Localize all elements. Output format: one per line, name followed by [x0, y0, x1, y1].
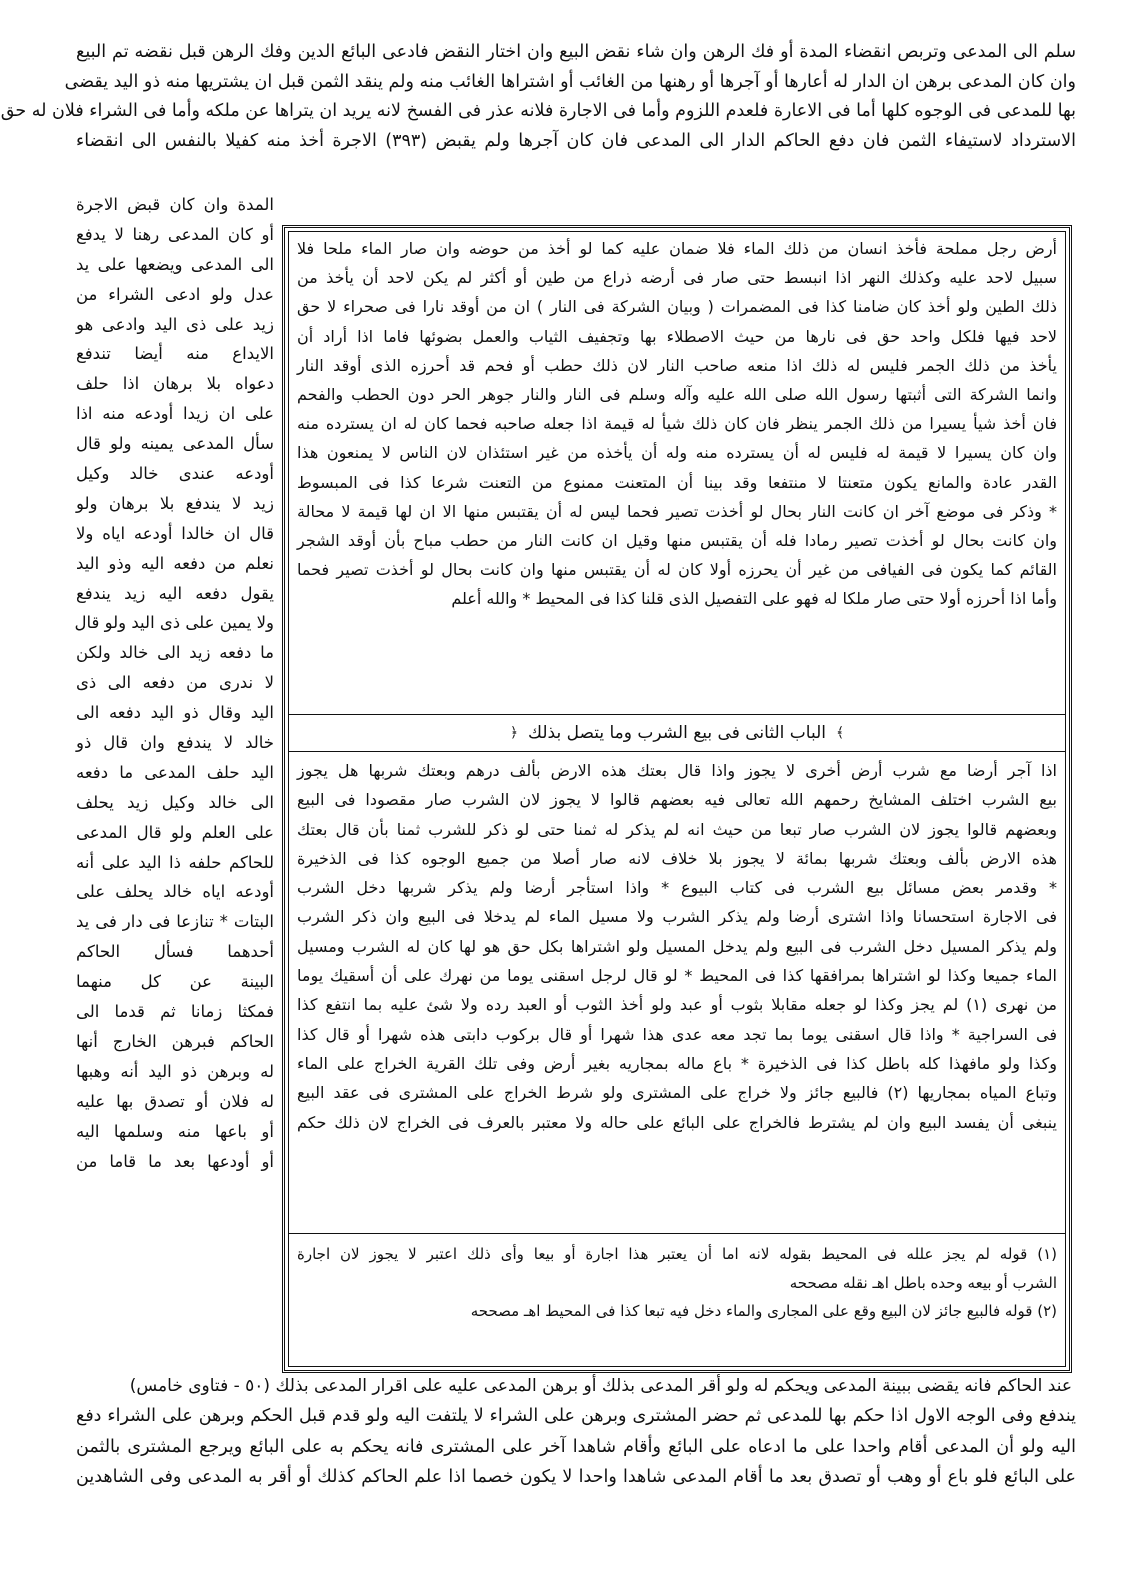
side-line: زيد لا يندفع بلا برهان ولو [76, 493, 274, 513]
text-line: وبعضهم قالوا يجوز لان الشرب صار تبعا من حيث انه لم يذكر له ثمنا حتى لو ذكر للشرب ثمنا بأن قال بعتك [297, 819, 1057, 839]
main-text-frame [282, 225, 1072, 1373]
side-line: له وبرهن ذو اليد أنه وهبها [76, 1061, 274, 1081]
side-line: زيد على ذى اليد وادعى هو [76, 314, 274, 334]
text-line: على البائع فلو باع أو وهب أو تصدق بعد ما أقام المدعى شاهدا واحدا لا يكون خصما اذا علم الحاكم كذلك أو أقر به المدعى وفى الشاهدين [76, 1467, 1076, 1487]
text-line: ذلك الطين ولو أخذ كان ضامنا كذا فى المضمرات ( وبيان الشركة فى النار ) ان من أوقد نارا فى صحراء لا حق [297, 297, 1057, 317]
text-line: سلم الى المدعى وتربص انقضاء المدة أو فك الرهن وان شاء نقض البيع وان اختار النقض فادعى البائع الدين وفك الرهن قبل نقضه تم البيع [76, 42, 1076, 62]
side-line: الى المدعى ويضعها على يد [76, 254, 274, 274]
side-line: الحاكم فبرهن الخارج أنها [76, 1031, 274, 1051]
side-column [76, 190, 274, 1176]
text-line: فان أخذ شيأ يسيرا من ذلك الجمر ينظر فان كان ذلك شيأ له قيمة اذا جعله صاحبه فحما كان له ان يسترده منه [297, 414, 1057, 434]
main-section-2 [297, 756, 1057, 1137]
text-line: لاحد فيها فلكل واحد حق فى نارها من حيث الاصطلاء بها وتجفيف الثياب والعمل بضوئها فاما اذا أراد أن [297, 326, 1057, 346]
side-line: أحدهما فسأل الحاكم [76, 942, 274, 962]
text-line: أرض رجل مملحة فأخذ انسان من ذلك الماء فلا ضمان عليه كما لو أخذ من حوضه وان صار الماء ملحا فلا [297, 239, 1057, 258]
text-line: سبيل لاحد عليه وكذلك النهر اذا انبسط حتى صار فى أرضه ذراع من طين أو أكثر لم يكن لاحد أن يأخذ من [297, 268, 1057, 288]
main-section-1 [297, 234, 1057, 613]
text-line: القائم كما يكون فى الفيافى من غير أن يحرزه أولا كان له أن يقتبس منها وان كانت بحال لو أخذت تصير فحما [297, 560, 1057, 580]
side-line: الى خالد وكيل زيد يحلف [76, 792, 274, 812]
chapter-heading [289, 714, 1065, 752]
side-line: للحاكم حلفه ذا اليد على أنه [76, 852, 274, 872]
side-line: البينة عن كل منهما [76, 972, 274, 992]
text-line: اذا آجر أرضا مع شرب أرض أخرى لا يجوز واذا قال بعتك هذه الارض بألف درهم وبعتك شربها هل يجوز [297, 761, 1057, 780]
text-line: ولم يذكر المسيل دخل الشرب فى البيع ولم يدخل المسيل ولو اشتراها بكل حق هو لها كان له الشرب ومسيل [297, 936, 1057, 956]
ornament-icon: ﴿ [509, 725, 519, 741]
text-line: وان كان يسيرا لا قيمة له فليس له أن يسترده منه وله أن يأخذه من غير استئذان لان الناس لا يمنعون هذا [297, 443, 1057, 463]
side-line: فمكثا زمانا ثم قدما الى [76, 1002, 274, 1022]
footnote-line: (٢) قوله فالبيع جائز لان البيع وقع على المجارى والماء دخل فيه تبعا كذا فى المحيط اهـ مصححه [470, 1302, 1057, 1320]
side-line: نعلم من دفعه اليه وذو اليد [76, 553, 274, 573]
side-line: ولا يمين على ذى اليد ولو قال [74, 613, 274, 633]
text-line: الماء جميعا وكذا لو اشتراها بمرافقها كذا فى المحيط * لو قال لرجل اسقنى يوما من نهرك على أن أسقيك يوما [297, 966, 1057, 986]
side-line: أودعه اياه خالد يحلف على [76, 882, 274, 902]
text-fragment: عند الحاكم فانه يقضى ببينة المدعى ويحكم له ولو أقر المدعى بذلك أو برهن المدعى عليه على اقرار المدعى بذلك [275, 1376, 1072, 1396]
side-line: خالد لا يندفع وان قال ذو [76, 733, 274, 753]
side-line: البتات * تنازعا فى دار فى يد [76, 912, 274, 932]
footnotes [297, 1240, 1057, 1326]
part-label-line [129, 1371, 1072, 1401]
text-line: يندفع وفى الوجه الاول اذا حكم بها للمدعى ثم حضر المشترى وبرهن على الشراء لا يلتفت اليه ولو قدم قبل الحكم وبرهن على الشراء دفع [76, 1406, 1076, 1426]
side-line: الايداع منه أيضا تندفع [76, 344, 274, 364]
side-line: ما دفعه زيد الى خالد ولكن [76, 643, 274, 663]
page-number: (٣٩٣) [385, 130, 428, 151]
footnote-divider [289, 1233, 1065, 1234]
ornament-icon: ﴾ [835, 725, 845, 741]
text-line: القدر عادة والمانع يكون متعنتا لا منتفعا وقد بينا أن المتعنت ممنوع من التعنت شرعا كذا فى المبسوط [297, 472, 1057, 492]
side-line: سأل المدعى يمينه ولو قال [76, 434, 274, 454]
side-line: أو باعها منه وسلمها اليه [76, 1121, 274, 1141]
text-line: * وذكر فى موضع آخر ان كانت النار بحال لو أخذت تصير فحما ليس له أن يقتبس منها الا ان لها قيمة لا محالة [297, 501, 1057, 521]
side-line: اليد وقال ذو اليد دفعه الى [76, 703, 274, 723]
side-line: يقول دفعه اليه زيد يندفع [76, 583, 274, 603]
side-line: عدل ولو ادعى الشراء من [76, 284, 274, 304]
text-line: ينبغى أن يفسد البيع وان لم يشترط فالخراج على البائع على حاله ولا معتبر بالعرف فى الخراج لان ذلك حكم [297, 1112, 1057, 1132]
text-line: فى الاجارة استحسانا واذا اشترى أرضا ولم يذكر الشرب ولا مسيل الماء لم يدخلا فى البيع وان ذكر الشرب [297, 907, 1057, 927]
text-line: وأما اذا أحرزه أولا حتى صار ملكا له فهو على التفصيل الذى قلنا كذا فى المحيط * والله أعلم [451, 589, 1057, 609]
text-line: من نهرى (١) لم يجز وكذا لو جعله مقابلا بثوب أو عبد ولو أخذ الثوب أو العبد رده ولا شئ عليه بما انتفع كذا [297, 995, 1057, 1015]
text-line: * وقدمر بعض مسائل بيع الشرب فى كتاب البيوع * واذا استأجر أرضا ولم يذكر شربها دخل الشرب [297, 878, 1057, 898]
text-line: هذه الارض بألف وبعتك شربها بمائة لا يجوز بلا خلاف لانه صار أصلا من جميع الوجوه كذا فى الذخيرة [297, 848, 1057, 868]
text-line: بيع الشرب اختلف المشايخ رحمهم الله تعالى فيه بعضهم قالوا لا يجوز لان الشرب صار مقصودا فى البيع [297, 790, 1057, 810]
text-fragment: الاجرة أخذ منه كفيلا بالنفس الى انقضاء [76, 130, 377, 151]
text-line-with-page-number [76, 127, 1076, 157]
text-fragment: الاسترداد لاستيفاء الثمن فان دفع الحاكم الدار الى المدعى فان كان آجرها ولم يقبض [435, 130, 1076, 151]
side-line: على ان زيدا أودعه منه اذا [76, 404, 274, 424]
side-line: أو كان المدعى رهنا لا يدفع [76, 224, 274, 244]
top-text-block [0, 38, 1076, 156]
text-line: وكذا ولو مافهذا كله باطل كذا فى الذخيرة * باع ماله بمجاريه بغير أرض وفى تلك القرية الخراج على الماء [297, 1053, 1057, 1073]
text-line: اليه ولو أن المدعى أقام واحدا على ما ادعاه على البائع وأقام شاهدا آخر على المشترى فانه يحكم به على البائع ويرجع المشترى بالثمن [76, 1436, 1076, 1457]
side-line: أو أودعها بعد ما قاما من [76, 1151, 274, 1171]
part-label: (٥٠ - فتاوى خامس) [129, 1376, 271, 1396]
text-line-with-part-label [129, 1371, 1072, 1401]
text-line: وان كان المدعى برهن ان الدار له أعارها أو آجرها أو رهنها من الغائب أو اشتراها الغائب منه ولم ينقد الثمن قبل ان يشتريها منه ذو اليد يقضى [64, 71, 1076, 92]
side-line: على العلم ولو قال المدعى [76, 822, 274, 842]
text-line: بها للمدعى فى الوجوه كلها أما فى الاعارة فلعدم اللزوم وأما فى الاجارة فلانه عذر فى الفسخ لانه يريد ان يتراها عن ملكه وأما فى الشراء فلان له حق [0, 101, 1076, 121]
side-line: اليد حلف المدعى ما دفعه [76, 762, 274, 782]
side-line: له فلان أو تصدق بها عليه [76, 1091, 274, 1111]
text-line: وان كانت بحال لو أخذت تصير رمادا فله أن يقتبس منها وقيل ان كانت النار من حطب مباح بأن أوقد الشجر [297, 530, 1057, 550]
text-line: وتباع المياه بمجاريها (٢) فالبيع جائز ولا خراج على المشترى ولو شرط الخراج على المشترى فى عقد البيع [297, 1083, 1057, 1103]
text-line: فى السراجية * واذا قال اسقنى يوما بما تجد معه عدى هذا شهرا أو قال بركوب دابتى هذه شهرا أو قال كذا [297, 1024, 1057, 1044]
side-line: المدة وان كان قبض الاجرة [76, 195, 274, 214]
text-line: وانما الشركة التى أثبتها رسول الله صلى الله عليه وآله وسلم فى النار والنار جوهر الحر دون الحطب والفحم [297, 384, 1057, 404]
text-line: يأخذ من ذلك الجمر فليس له ذلك اذا منعه صاحب النار لان ذلك حطب أو فحم قد أحرزه الذى أوقد النار [297, 355, 1057, 375]
chapter-title: الباب الثانى فى بيع الشرب وما يتصل بذلك [528, 723, 826, 743]
bottom-text-block [76, 1401, 1076, 1493]
footnote-line: الشرب أو بيعه وحده باطل اهـ نقله مصححه [789, 1273, 1057, 1292]
footnote-line: (١) قوله لم يجز علله فى المحيط بقوله لانه اما أن يعتبر هذا اجارة أو بيعا وأى ذلك اعتبر لا يجوز لان اجارة [297, 1245, 1057, 1263]
side-line: دعواه بلا برهان اذا حلف [76, 374, 274, 394]
side-line: قال ان خالدا أودعه اياه ولا [76, 523, 274, 543]
side-line: لا ندرى من دفعه الى ذى [76, 673, 274, 693]
side-line: أودعه عندى خالد وكيل [76, 464, 274, 484]
